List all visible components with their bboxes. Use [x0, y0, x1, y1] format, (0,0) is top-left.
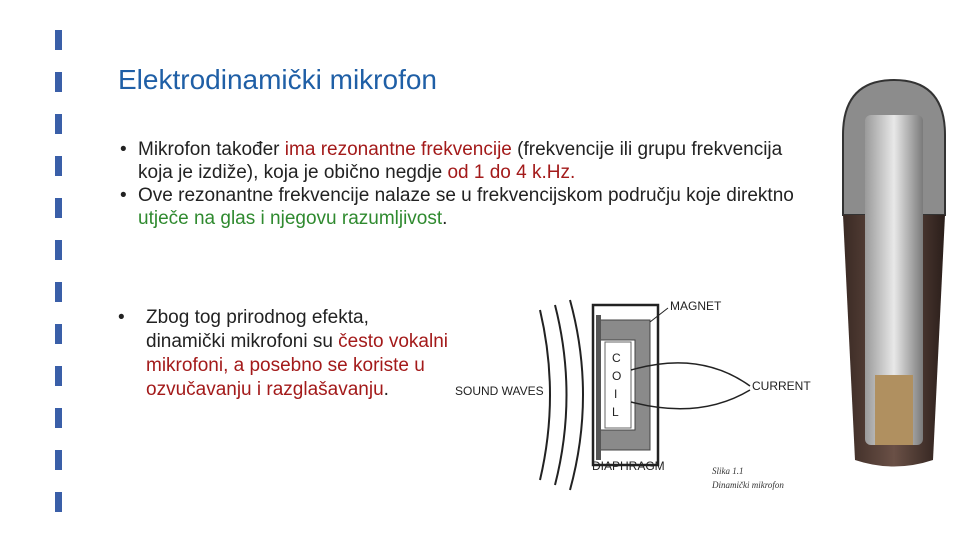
bullet-text: (frekvencije ili grupu frekvencija koja je izdiže), koja je obično negdje	[138, 139, 783, 183]
bullet-list	[118, 138, 818, 230]
figure-caption-title: Dinamički mikrofon	[712, 480, 784, 490]
bullet-highlight-green: utječe na glas i njegovu razumljivost	[138, 208, 443, 229]
bullet-glyph: •	[118, 307, 125, 328]
slide-title: Elektrodinamički mikrofon	[118, 64, 437, 95]
coil-letter: C	[612, 351, 621, 365]
sound-waves-label: SOUND WAVES	[455, 384, 544, 398]
sound-wave-arc	[555, 305, 567, 485]
diaphragm	[596, 315, 601, 460]
current-label: CURRENT	[752, 379, 811, 393]
microphone-image	[835, 75, 953, 475]
bullet-item-vocal	[118, 306, 448, 402]
bullet-highlight-red: od 1 do 4 k.Hz.	[447, 162, 576, 183]
diaphragm-label: DIAPHRAGM	[592, 459, 665, 473]
dynamic-mic-diagram	[450, 290, 820, 500]
mic-connector	[875, 375, 913, 445]
bullet-highlight-red: ima rezonantne frekvencije	[284, 139, 512, 160]
coil-letter: I	[614, 387, 618, 401]
bullet-text: Zbog tog prirodnog efekta, dinamički mikrofoni su	[146, 307, 369, 352]
bullet-text: Mikrofon također	[138, 139, 285, 160]
left-dash-border	[55, 30, 63, 520]
bullet-highlight-red: često vokalni mikrofoni, a posebno se koriste u ozvučavanju i razglašavanju	[146, 331, 449, 400]
sound-wave-arc	[570, 300, 583, 490]
magnet-label: MAGNET	[670, 299, 722, 313]
figure-caption-number: Slika 1.1	[712, 466, 744, 476]
coil-letter: L	[612, 405, 619, 419]
bullet-text: .	[442, 208, 448, 229]
bullet-glyph: •	[120, 185, 127, 206]
bullet-text: Ove rezonantne frekvencije nalaze se u frekvencijskom području koje direktno	[138, 185, 794, 206]
bullet-item	[118, 184, 818, 230]
bullet-item	[118, 138, 818, 184]
bullet-glyph: •	[120, 139, 127, 160]
bullet-text: .	[383, 379, 389, 400]
coil-letter: O	[612, 369, 622, 383]
